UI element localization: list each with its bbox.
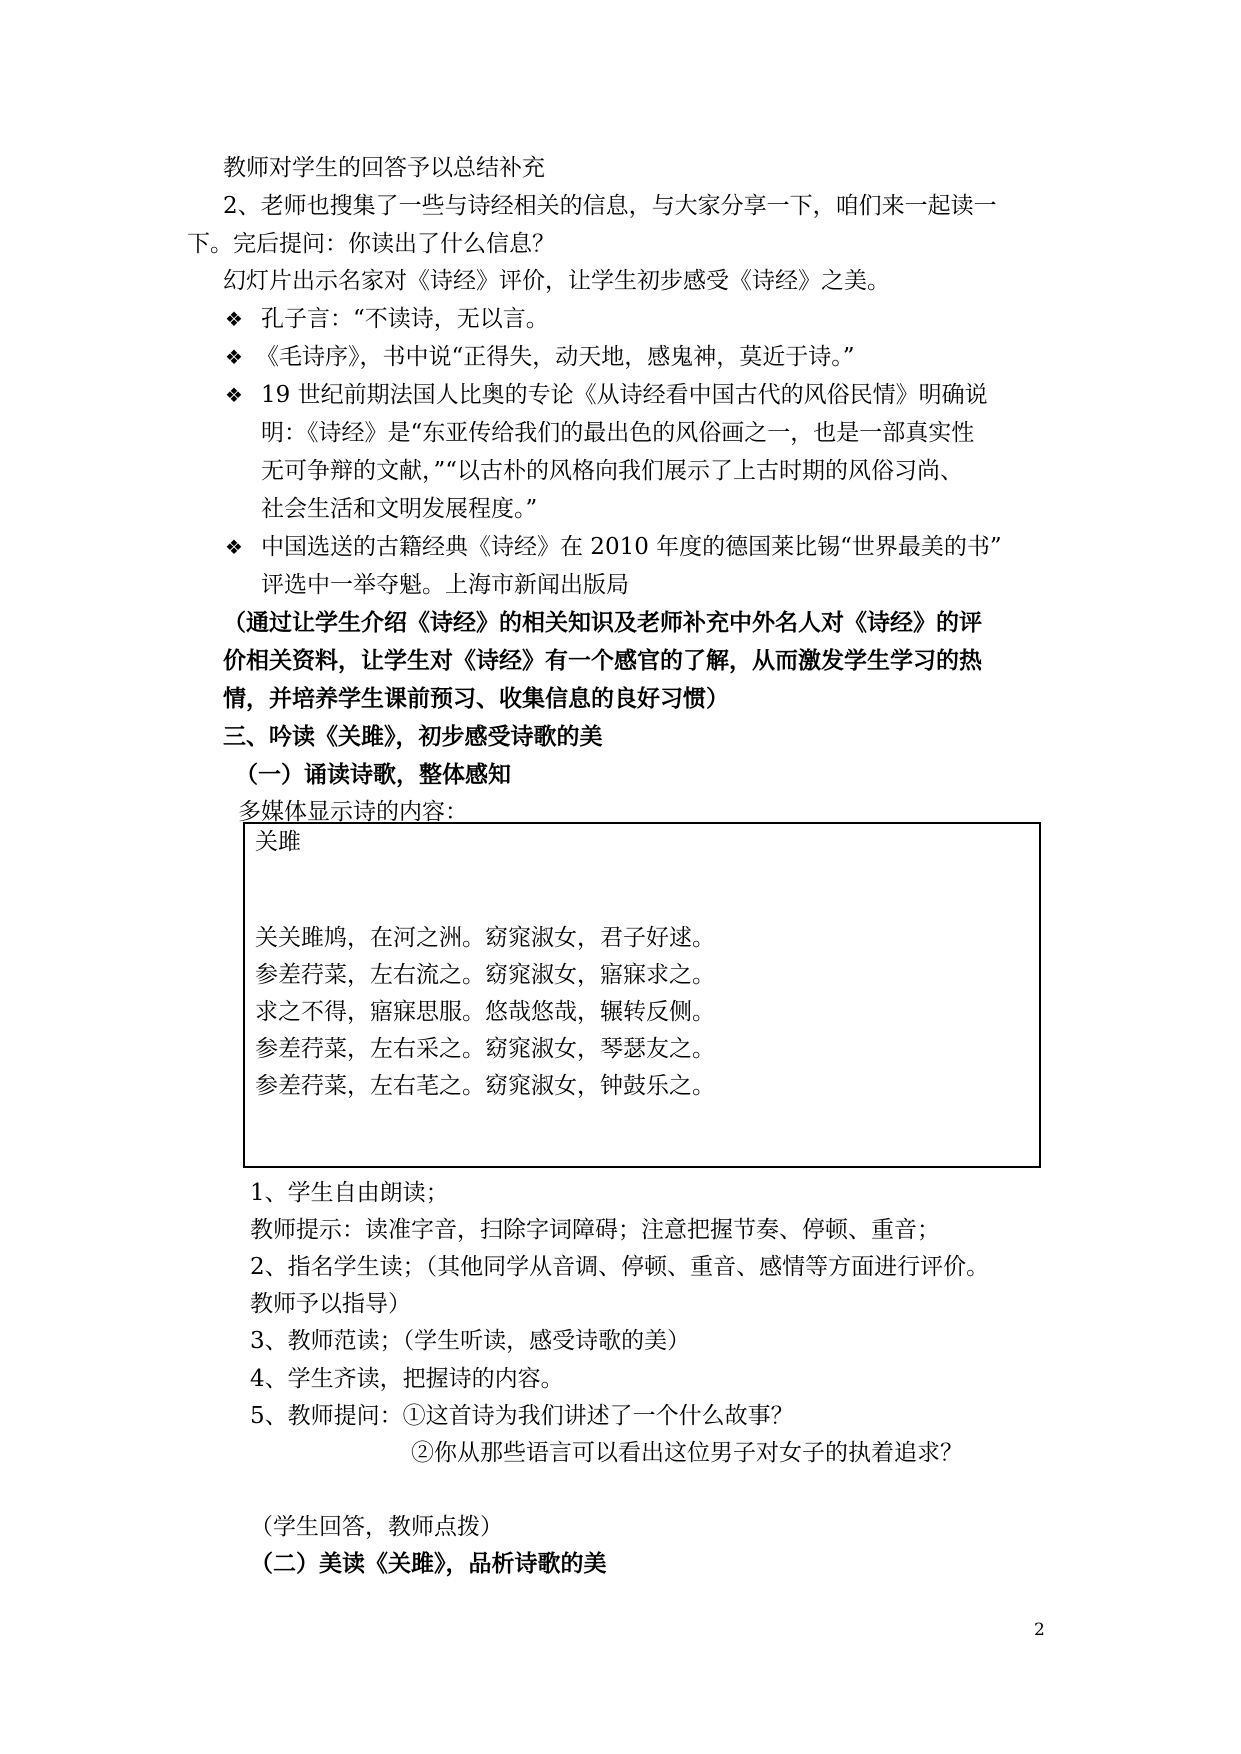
paragraph-teacher-info-line1: 2、老师也搜集了一些与诗经相关的信息，与大家分享一下，咱们来一起读一	[223, 193, 997, 219]
step-named-reading-line2: 教师予以指导）	[250, 1291, 411, 1317]
bullet-biot-line1: 19 世纪前期法国人比奥的专论《从诗经看中国古代的风俗民情》明确说	[261, 382, 988, 408]
bullet-biot-line3: 无可争辩的文献，”“以古朴的风格向我们展示了上古时期的风俗习尚、	[261, 458, 964, 484]
poem-line: 关关雎鸠，在河之洲。窈窕淑女，君子好逑。	[255, 925, 715, 951]
bullet-diamond-icon: ❖	[225, 345, 243, 369]
media-note: 多媒体显示诗的内容：	[238, 799, 468, 825]
step-choral-reading: 4、学生齐读，把握诗的内容。	[250, 1366, 564, 1392]
paragraph-summary: 教师对学生的回答予以总结补充	[223, 155, 545, 181]
section-heading: 三、吟读《关雎》，初步感受诗歌的美	[223, 723, 603, 750]
bullet-diamond-icon: ❖	[225, 383, 243, 407]
step-teacher-tip: 教师提示：读准字音，扫除字词障碍；注意把握节奏、停顿、重音；	[250, 1217, 940, 1243]
step-question-1: 5、教师提问：①这首诗为我们讲述了一个什么故事？	[250, 1403, 794, 1429]
purpose-note-line3: 情，并培养学生课前预习、收集信息的良好习惯）	[223, 685, 729, 712]
bullet-confucius: 孔子言：“不读诗，无以言。	[261, 306, 549, 332]
bullet-biot-line2: 明：《诗经》是“东亚传给我们的最出色的风俗画之一，也是一部真实性	[261, 420, 975, 446]
paragraph-slide-intro: 幻灯片出示名家对《诗经》评价，让学生初步感受《诗经》之美。	[223, 268, 890, 294]
bullet-biot-line4: 社会生活和文明发展程度。”	[261, 496, 538, 522]
poem-line: 求之不得，寤寐思服。悠哉悠哉，辗转反侧。	[255, 999, 715, 1025]
purpose-note-line1: （通过让学生介绍《诗经》的相关知识及老师补充中外名人对《诗经》的评	[223, 609, 982, 636]
step-answer-note: （学生回答，教师点拨）	[250, 1514, 503, 1540]
poem-line: 参差荇菜，左右流之。窈窕淑女，寤寐求之。	[255, 962, 715, 988]
bullet-diamond-icon: ❖	[225, 535, 243, 559]
bullet-diamond-icon: ❖	[225, 307, 243, 331]
poem-line: 参差荇菜，左右芼之。窈窕淑女，钟鼓乐之。	[255, 1073, 715, 1099]
subsection-heading-2: （二）美读《关雎》，品析诗歌的美	[250, 1550, 607, 1577]
poem-title: 关雎	[255, 829, 301, 855]
poem-line: 参差荇菜，左右采之。窈窕淑女，琴瑟友之。	[255, 1036, 715, 1062]
page-number: 2	[1034, 1620, 1045, 1640]
paragraph-teacher-info-line2: 下。完后提问：你读出了什么信息？	[187, 231, 555, 257]
purpose-note-line2: 价相关资料，让学生对《诗经》有一个感官的了解，从而激发学生学习的热	[223, 647, 982, 674]
step-model-reading: 3、教师范读；（学生听读，感受诗歌的美）	[250, 1328, 691, 1354]
step-free-reading: 1、学生自由朗读；	[250, 1180, 449, 1206]
poem-box	[243, 822, 1041, 1168]
step-question-2: ②你从那些语言可以看出这位男子对女子的执着追求？	[411, 1440, 963, 1466]
step-named-reading-line1: 2、指名学生读；（其他同学从音调、停顿、重音、感情等方面进行评价。	[250, 1254, 990, 1280]
bullet-leipzig-line2: 评选中一举夺魁。上海市新闻出版局	[261, 572, 629, 598]
bullet-leipzig-line1: 中国选送的古籍经典《诗经》在 2010 年度的德国莱比锡“世界最美的书”	[261, 534, 1002, 560]
subsection-heading: （一）诵读诗歌，整体感知	[235, 761, 511, 788]
bullet-mao-preface: 《毛诗序》，书中说“正得失，动天地，感鬼神，莫近于诗。”	[256, 344, 855, 370]
